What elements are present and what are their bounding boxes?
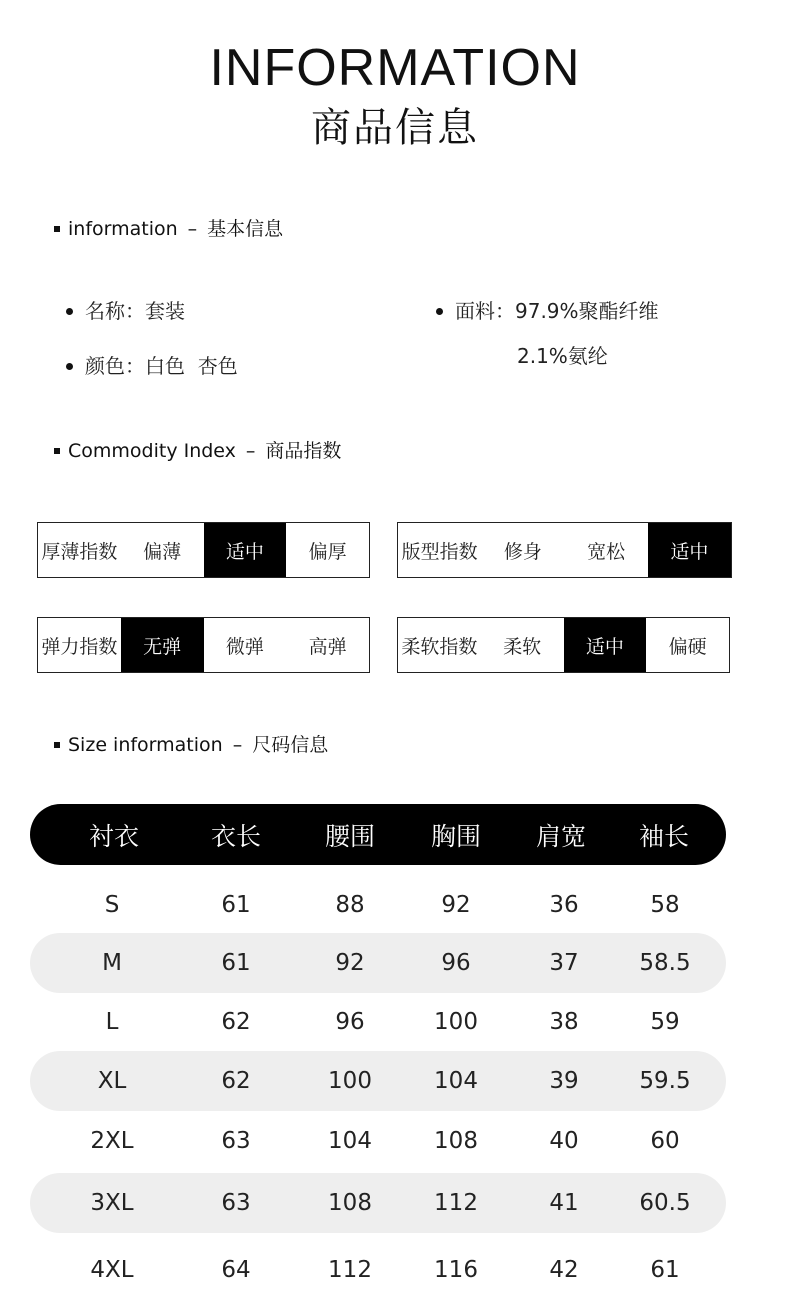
table-row [30,992,726,1052]
size-cell: 96 [441,950,471,976]
section-title-cn: 商品指数 [265,440,342,462]
square-bullet-icon [54,742,60,748]
header-cell: 衣长 [210,821,262,851]
size-cell: 108 [328,1190,372,1216]
section-title-cn: 基本信息 [207,218,284,240]
size-cell: 4XL [90,1257,134,1283]
size-cell: 104 [328,1128,372,1154]
size-cell: 62 [221,1009,251,1035]
size-cell: 92 [441,892,471,918]
section-dash: – [245,440,256,462]
size-cell: 40 [549,1128,579,1154]
index-option: 宽松 [587,540,626,563]
square-bullet-icon [54,226,60,232]
size-cell: 100 [434,1009,478,1035]
header-cell: 肩宽 [535,821,587,851]
size-cell: 2XL [90,1128,134,1154]
table-row [30,933,726,993]
size-cell: 63 [221,1128,251,1154]
index-softness [397,617,730,673]
section-basic-info [54,216,283,242]
size-cell: 62 [221,1068,251,1094]
size-cell: 58 [650,892,680,918]
dot-bullet-icon [66,363,73,370]
size-cell: 41 [549,1190,579,1216]
index-option: 柔软 [503,635,542,658]
index-option: 微弹 [225,635,264,658]
size-cell: 104 [434,1068,478,1094]
size-cell: 116 [434,1257,478,1283]
index-option-selected: 无弹 [121,618,204,672]
table-row [30,1240,726,1300]
size-cell: 59.5 [639,1068,691,1094]
size-cell: 63 [221,1190,251,1216]
size-cell: 92 [335,950,365,976]
color-item [66,352,238,380]
size-cell: 112 [434,1190,478,1216]
index-label: 柔软指数 [401,635,478,658]
index-fit [397,522,732,578]
size-cell: 42 [549,1257,579,1283]
size-cell: 61 [221,950,251,976]
table-row [30,1051,726,1111]
index-option-selected: 适中 [564,618,647,672]
size-cell: 64 [221,1257,251,1283]
table-row [30,1173,726,1233]
size-cell: 112 [328,1257,372,1283]
color-value: 白色 杏色 [145,354,238,378]
index-thickness [37,522,370,578]
section-size-info [54,732,328,758]
size-cell: M [102,950,122,976]
name-value: 套装 [145,299,185,323]
index-option: 修身 [503,540,542,563]
index-option: 偏薄 [143,540,182,563]
index-label: 弹力指数 [41,635,118,658]
section-dash: – [187,218,198,240]
size-cell: 108 [434,1128,478,1154]
fabric-line-1: 97.9%聚酯纤维 [515,299,659,323]
size-cell: 96 [335,1009,365,1035]
size-cell: S [104,892,120,918]
page-title-cn: 商品信息 [311,105,479,151]
section-title-en: Commodity Index [68,440,236,462]
color-label: 颜色： [85,354,145,378]
size-cell: 88 [335,892,365,918]
section-title-en: Size information [68,734,223,756]
page-title-en: INFORMATION [209,39,581,97]
size-cell: XL [97,1068,127,1094]
size-cell: 37 [549,950,579,976]
square-bullet-icon [54,448,60,454]
header-cell: 胸围 [430,821,482,851]
index-option: 偏硬 [668,635,707,658]
header-cell: 袖长 [638,821,690,851]
index-elasticity [37,617,370,673]
name-label: 名称： [85,299,145,323]
name-item [66,297,185,325]
size-cell: 60.5 [639,1190,691,1216]
size-cell: 100 [328,1068,372,1094]
size-cell: 61 [650,1257,680,1283]
index-option-selected: 适中 [648,523,731,577]
index-option-selected: 适中 [204,523,287,577]
fabric-label: 面料： [455,299,515,323]
size-cell: 59 [650,1009,680,1035]
size-table-header [30,804,726,865]
size-cell: 36 [549,892,579,918]
section-dash: – [232,734,243,756]
index-label: 版型指数 [401,540,478,563]
section-commodity-index [54,438,341,464]
size-cell: 61 [221,892,251,918]
size-cell: 39 [549,1068,579,1094]
dot-bullet-icon [436,308,443,315]
header-cell: 衬衣 [88,821,140,851]
header-cell: 腰围 [324,821,376,851]
size-cell: 58.5 [639,950,691,976]
table-row [30,875,726,935]
index-option: 高弹 [308,635,347,658]
index-label: 厚薄指数 [41,540,118,563]
table-row [30,1111,726,1171]
dot-bullet-icon [66,308,73,315]
size-cell: 38 [549,1009,579,1035]
fabric-line-2: 2.1%氨纶 [517,344,608,368]
fabric-item [436,297,659,325]
section-title-cn: 尺码信息 [252,734,329,756]
size-cell: L [105,1009,119,1035]
section-title-en: information [68,218,178,240]
size-cell: 3XL [90,1190,134,1216]
size-cell: 60 [650,1128,680,1154]
index-option: 偏厚 [308,540,347,563]
